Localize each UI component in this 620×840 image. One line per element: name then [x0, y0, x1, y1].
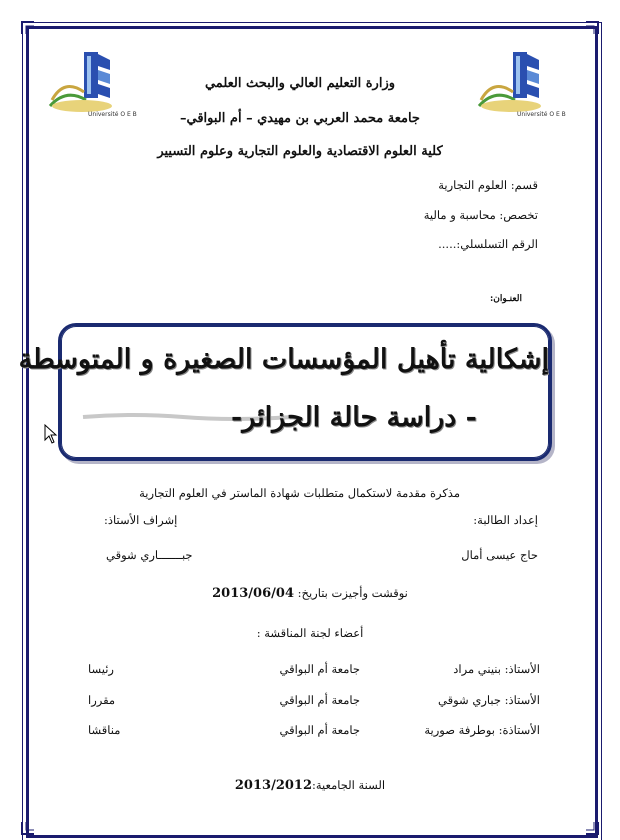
jury-member-role: مناقشا: [88, 723, 121, 737]
svg-text:Université O E B: Université O E B: [517, 111, 566, 118]
specialty-line: تخصص: محاسبة و مالية: [423, 208, 538, 222]
prepared-by-label: إعداد الطالبة:: [473, 513, 538, 527]
jury-member-name: الأستاذ: بنيني مراد: [453, 662, 540, 676]
title-label: العنـوان:: [489, 294, 522, 304]
corner-ornament: [584, 820, 600, 836]
ministry-heading: وزارة التعليم العالي والبحث العلمي: [204, 76, 396, 91]
corner-ornament: [584, 20, 600, 36]
thesis-title-main: إشكالية تأهيل المؤسسات الصغيرة و المتوسطة: [18, 344, 549, 375]
jury-row: [80, 693, 540, 711]
memo-description: مذكرة مقدمة لاستكمال متطلبات شهادة الماستر في العلوم التجارية: [139, 486, 460, 500]
student-name: حاج عيسى أمال: [461, 548, 538, 562]
corner-ornament: [20, 820, 36, 836]
jury-member-university: جامعة أم البواقي: [279, 693, 360, 707]
academic-year-label: السنة الجامعية:: [312, 778, 386, 792]
jury-member-name: الأستاذة: بوطرفة صورية: [424, 723, 540, 737]
thesis-title-box: [18, 323, 552, 461]
supervisor-name: جبـــــــاري شوقي: [106, 548, 193, 562]
university-logo-left: [44, 48, 137, 123]
defense-label: نوقشت وأجيزت بتاريخ:: [297, 586, 408, 600]
mouse-pointer-icon: [44, 424, 58, 444]
defense-date-line: [160, 586, 460, 601]
defense-date: 2013/06/04: [212, 586, 294, 601]
department-line: قسم: العلوم التجارية: [438, 178, 538, 192]
jury-title: أعضاء لجنة المناقشة :: [256, 626, 364, 640]
academic-year-value: 2013/2012: [234, 778, 313, 793]
corner-ornament: [20, 20, 36, 36]
svg-text:Université O E B: Université O E B: [88, 111, 137, 118]
university-logo-right: [473, 48, 566, 123]
supervisor-label: إشراف الأستاذ:: [104, 513, 178, 527]
thesis-title-sub: - دراسة حالة الجزائر-: [231, 402, 477, 433]
jury-member-role: مقررا: [88, 693, 116, 707]
faculty-heading: كلية العلوم الاقتصادية والعلوم التجارية وعلوم التسيير: [157, 144, 443, 159]
jury-member-name: الأستاذ: جباري شوقي: [438, 693, 540, 707]
jury-member-university: جامعة أم البواقي: [279, 662, 360, 676]
serial-number-line: الرقم التسلسلي:.....: [438, 237, 538, 251]
jury-row: [80, 723, 540, 741]
academic-year-line: [160, 778, 460, 793]
university-heading: جامعة محمد العربي بن مهيدي – أم البواقي–: [180, 111, 420, 126]
jury-row: [80, 662, 540, 680]
jury-member-university: جامعة أم البواقي: [279, 723, 360, 737]
jury-member-role: رئيسا: [88, 662, 114, 676]
